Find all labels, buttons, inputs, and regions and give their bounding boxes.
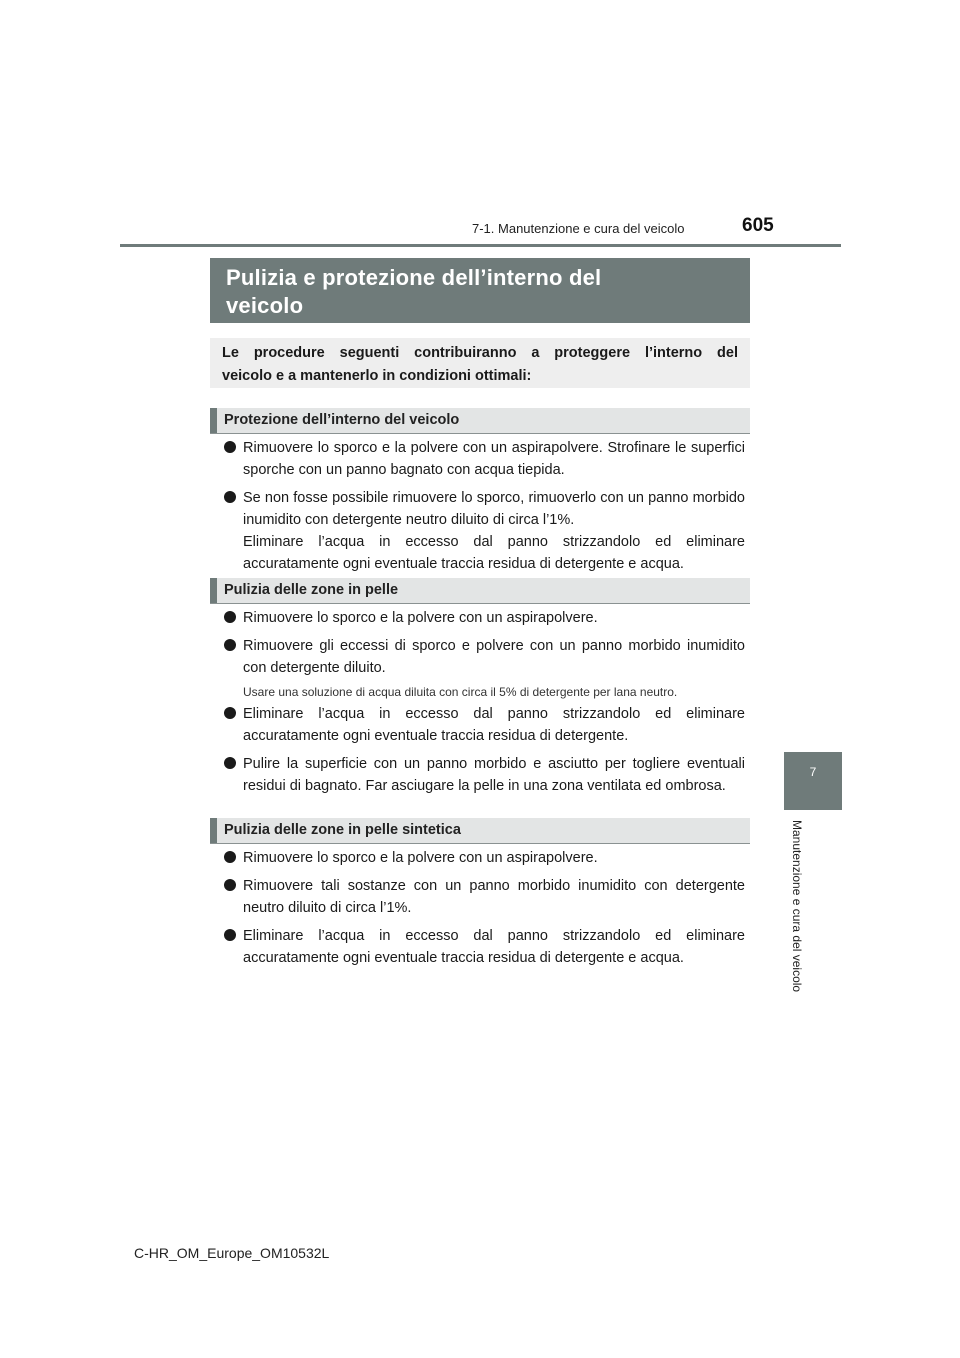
section-list-pelle-sintetica	[224, 847, 745, 969]
bullet-icon	[224, 639, 236, 651]
bullet-icon	[224, 929, 236, 941]
list-item: Rimuovere lo sporco e la polvere con un aspirapolvere.	[224, 607, 745, 629]
intro-line-2: veicolo e a mantenerlo in condizioni ottimali:	[222, 368, 532, 384]
section-heading-protezione	[210, 408, 750, 434]
section-list-protezione	[224, 437, 745, 575]
section-heading-text: Pulizia delle zone in pelle sintetica	[224, 822, 461, 838]
list-item: Rimuovere gli eccessi di sporco e polvere con un panno morbido inumidito con detergente diluito.	[224, 635, 745, 679]
list-item: Pulire la superficie con un panno morbido e asciutto per togliere eventuali residui di bagnato. Far asciugare la pelle in una zona ventilata ed ombrosa.	[224, 753, 745, 797]
list-item: Se non fosse possibile rimuovere lo sporco, rimuoverlo con un panno morbido inumidito con detergente neutro diluito di circa l’1%. Eliminare l’acqua in eccesso dal panno strizzandolo ed eliminare accuratamente ogni eventuale traccia residua di detergente e acqua.	[224, 487, 745, 575]
running-header-section: 7-1. Manutenzione e cura del veicolo	[472, 221, 685, 236]
list-item-continuation: Eliminare l’acqua in eccesso dal panno strizzandolo ed eliminare accuratamente ogni eventuale traccia residua di detergente e acqua.	[243, 534, 745, 572]
chapter-tab: 7	[784, 752, 842, 810]
bullet-icon	[224, 707, 236, 719]
bullet-icon	[224, 491, 236, 503]
intro-line-1: Le procedure seguenti contribuiranno a proteggere l’interno del	[222, 345, 738, 361]
list-item: Eliminare l’acqua in eccesso dal panno strizzandolo ed eliminare accuratamente ogni eventuale traccia residua di detergente e acqua.	[224, 925, 745, 969]
section-heading-pelle	[210, 578, 750, 604]
list-item: Rimuovere tali sostanze con un panno morbido inumidito con detergente neutro diluito di circa l’1%.	[224, 875, 745, 919]
section-heading-bar	[210, 818, 217, 843]
section-list-pelle	[224, 607, 745, 797]
page-title	[210, 258, 750, 323]
page-title-line-2: veicolo	[226, 293, 304, 318]
section-heading-bar	[210, 408, 217, 433]
section-heading-text: Protezione dell’interno del veicolo	[224, 412, 460, 428]
section-heading-pelle-sintetica	[210, 818, 750, 844]
bullet-icon	[224, 757, 236, 769]
list-item: Rimuovere lo sporco e la polvere con un aspirapolvere.	[224, 847, 745, 869]
chapter-tab-label: Manutenzione e cura del veicolo	[790, 820, 804, 993]
document-code: C-HR_OM_Europe_OM10532L	[134, 1245, 330, 1261]
section-heading-text: Pulizia delle zone in pelle	[224, 582, 399, 598]
bullet-icon	[224, 851, 236, 863]
page-title-line-1: Pulizia e protezione dell’interno del	[226, 265, 602, 290]
bullet-icon	[224, 441, 236, 453]
list-item: Eliminare l’acqua in eccesso dal panno strizzandolo ed eliminare accuratamente ogni eventuale traccia residua di detergente.	[224, 703, 745, 747]
note-text: Usare una soluzione di acqua diluita con circa il 5% di detergente per lana neutro.	[243, 685, 678, 699]
bullet-icon	[224, 611, 236, 623]
list-item: Rimuovere lo sporco e la polvere con un aspirapolvere. Strofinare le superfici sporche con un panno bagnato con acqua tiepida.	[224, 437, 745, 481]
intro-box	[210, 338, 750, 388]
section-heading-bar	[210, 578, 217, 603]
header-divider	[120, 244, 841, 247]
page-number: 605	[742, 215, 774, 236]
bullet-icon	[224, 879, 236, 891]
